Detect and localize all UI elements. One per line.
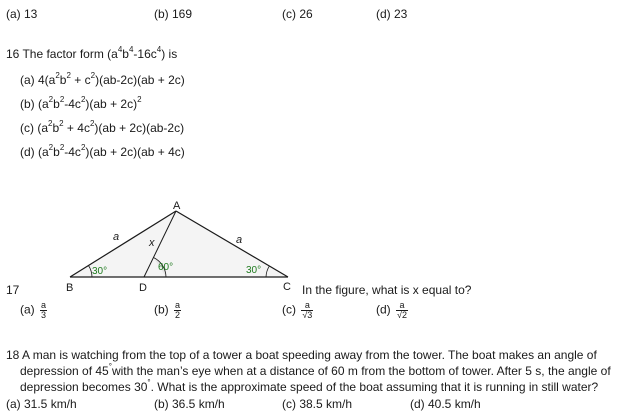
q18-option-a: (a) 31.5 km/h bbox=[6, 397, 77, 411]
q17-question: In the figure, what is x equal to? bbox=[302, 283, 472, 297]
vertex-a-label: A bbox=[173, 200, 181, 212]
q15-option-a: (a) 13 bbox=[6, 7, 38, 21]
q15-option-d: (d) 23 bbox=[376, 7, 408, 21]
angle-d-label: 60° bbox=[158, 262, 174, 273]
side-ac-label: a bbox=[236, 234, 243, 246]
angle-c-label: 30° bbox=[246, 265, 262, 276]
fraction: $\frac{a}{√3}$ bbox=[302, 300, 313, 320]
angle-b-label: 30° bbox=[92, 266, 108, 277]
q16-option-b: (b) $(a^2b^2-4c^2)(ab + 2c)^2$ bbox=[20, 95, 142, 111]
vertex-d-label: D bbox=[139, 282, 147, 294]
q18-line-2: depression of 45°with the man’s eye when at a distance of 60 m from the bottom of tower. After 5 s, the angle of bbox=[20, 362, 611, 378]
q18-option-c: (c) 38.5 km/h bbox=[282, 397, 353, 411]
fraction: $\frac{a}{3}$ bbox=[41, 300, 47, 320]
q17-option-b: (b) $\frac{a}{2}$ bbox=[154, 300, 181, 320]
q15-option-b: (b) 169 bbox=[154, 7, 193, 21]
q18-option-d: (d) 40.5 km/h bbox=[410, 397, 481, 411]
q16-option-a: (a) $4(a^2b^2 + c^2)(ab-2c)(ab + 2c)$ bbox=[20, 71, 185, 87]
q15-option-c: (c) 26 bbox=[282, 7, 313, 21]
q18-option-b: (b) 36.5 km/h bbox=[154, 397, 225, 411]
side-ab-label: a bbox=[113, 231, 120, 243]
q17-option-d: (d) $\frac{a}{√2}$ bbox=[376, 300, 407, 320]
q17-number: 17 bbox=[6, 283, 20, 297]
fraction: $\frac{a}{2}$ bbox=[175, 300, 181, 320]
side-ad-label: x bbox=[149, 237, 155, 249]
q16-option-d: (d) $(a^2b^2-4c^2)(ab + 2c)(ab + 4c)$ bbox=[20, 143, 185, 159]
q18-line-3: depression becomes 30°. What is the approximate speed of the boat assuming that it is running in still water? bbox=[20, 378, 599, 394]
fraction: $\frac{a}{√2}$ bbox=[397, 300, 407, 320]
q18-line-1: 18 A man is watching from the top of a tower a boat speeding away from the tower. The boat makes an angle of bbox=[6, 348, 597, 362]
q17-option-c: (c) $\frac{a}{√3}$ bbox=[282, 300, 313, 320]
vertex-b-label: B bbox=[66, 282, 74, 294]
vertex-c-label: C bbox=[283, 281, 291, 293]
q16-option-c: (c) $(a^2b^2 + 4c^2)(ab + 2c)(ab-2c)$ bbox=[20, 119, 185, 135]
q16-question: 16 The factor form $(a^4b^4-16c^4)$ is bbox=[6, 45, 178, 61]
q17-option-a: (a) $\frac{a}{3}$ bbox=[20, 300, 47, 320]
